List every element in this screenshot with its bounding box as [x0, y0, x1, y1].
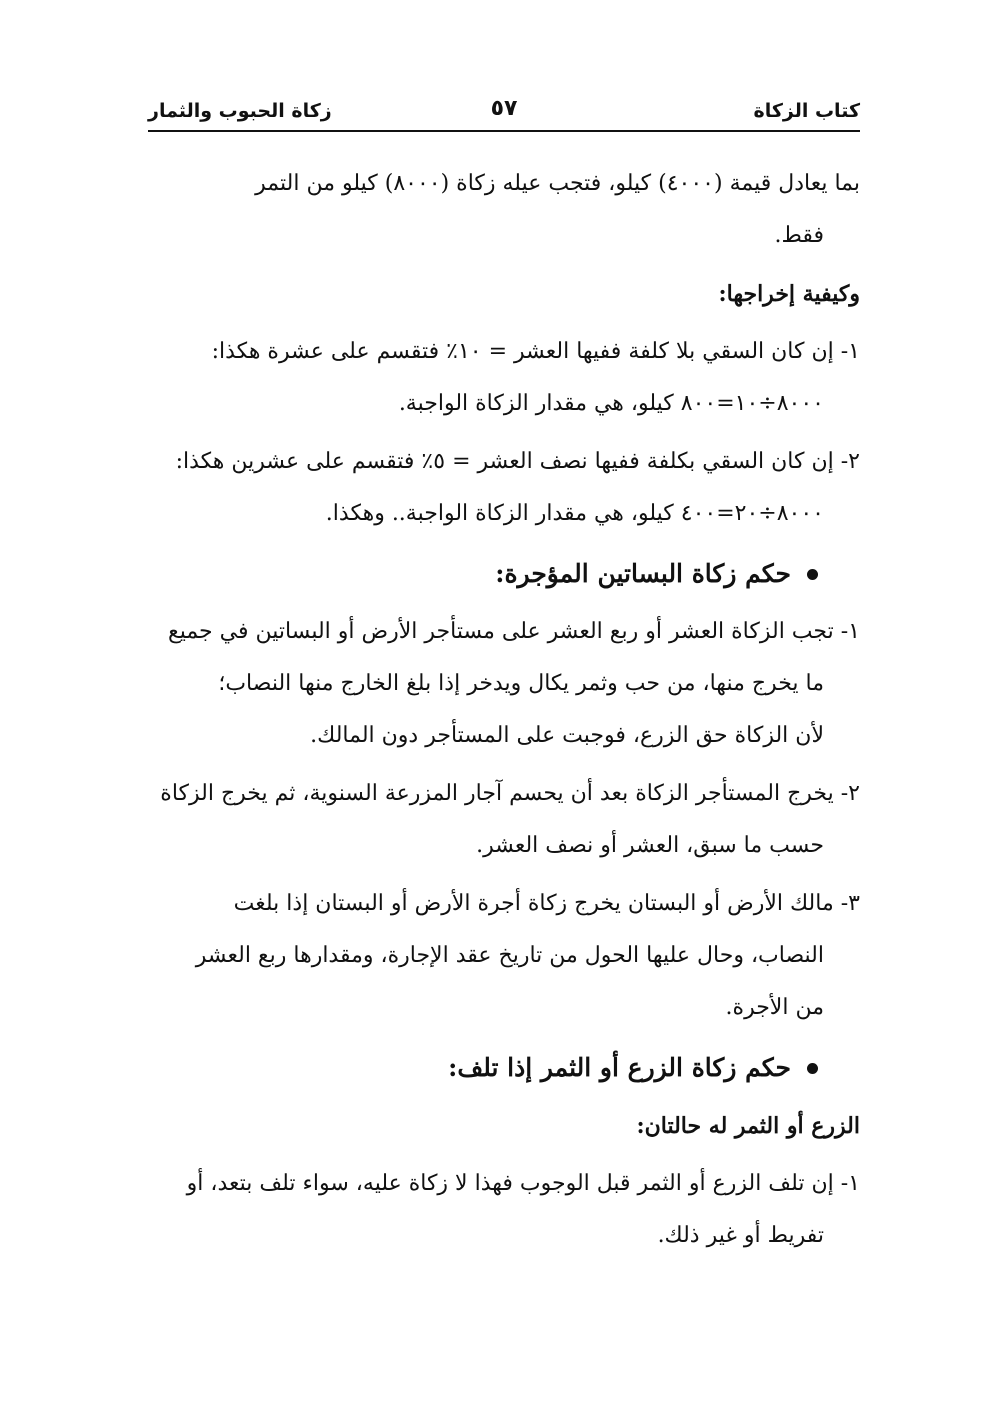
text-line: النصاب، وحال عليها الحول من تاريخ عقد الإجارة، ومقدارها ربع العشر	[195, 943, 824, 968]
running-header	[148, 96, 860, 132]
book-title: كتاب الزكاة	[753, 100, 860, 122]
calc-item-2	[138, 436, 860, 540]
text-line: ١- تجب الزكاة العشر أو ربع العشر على مستأجر الأرض أو البساتين في جميع	[167, 619, 860, 644]
text-line: ٣- مالك الأرض أو البستان يخرج زكاة أجرة الأرض أو البستان إذا بلغت	[233, 891, 860, 916]
rent-item-1	[138, 606, 860, 762]
rent-item-2	[138, 768, 860, 872]
text-line: ١- إن كان السقي بلا كلفة ففيها العشر = ١٠٪ فتقسم على عشرة هكذا:	[211, 339, 860, 364]
text-line: حسب ما سبق، العشر أو نصف العشر.	[476, 833, 824, 858]
page-number: ٥٧	[490, 96, 518, 121]
text-line: ٨٠٠٠÷١٠=٨٠٠ كيلو، هي مقدار الزكاة الواجبة.	[398, 391, 824, 416]
chapter-title: زكاة الحبوب والثمار	[148, 100, 332, 122]
heading-text: حكم زكاة البساتين المؤجرة:	[495, 559, 791, 588]
page-body	[138, 158, 860, 1262]
bullet-icon	[807, 569, 818, 580]
text-line: ما يخرج منها، من حب وثمر يكال ويدخر إذا بلغ الخارج منها النصاب؛	[218, 671, 824, 696]
text-line: ١- إن تلف الزرع أو الثمر قبل الوجوب فهذا لا زكاة عليه، سواء تلف بتعد، أو	[186, 1171, 860, 1196]
text-line: لأن الزكاة حق الزرع، فوجبت على المستأجر دون المالك.	[310, 723, 824, 748]
text-line: ٢- يخرج المستأجر الزكاة بعد أن يحسم آجار المزرعة السنوية، ثم يخرج الزكاة	[160, 781, 860, 806]
text-line: تفريط أو غير ذلك.	[657, 1223, 824, 1248]
loss-item-1	[138, 1158, 860, 1262]
subheading-how-to-pay: وكيفية إخراجها:	[718, 281, 860, 307]
text-line: ٢- إن كان السقي بكلفة ففيها نصف العشر = ٥٪ فتقسم على عشرين هكذا:	[175, 449, 860, 474]
text-line: بما يعادل قيمة (٤٠٠٠) كيلو، فتجب عيله زكاة (٨٠٠٠) كيلو من التمر	[255, 171, 860, 196]
calc-item-1	[138, 326, 860, 430]
heading-text: حكم زكاة الزرع أو الثمر إذا تلف:	[448, 1053, 791, 1082]
subheading-two-cases: الزرع أو الثمر له حالتان:	[636, 1113, 860, 1139]
text-line: فقط.	[774, 223, 824, 248]
text-line: من الأجرة.	[725, 995, 824, 1020]
text-line: ٨٠٠٠÷٢٠=٤٠٠ كيلو، هي مقدار الزكاة الواجبة.. وهكذا.	[325, 501, 824, 526]
bullet-icon	[807, 1063, 818, 1074]
paragraph-intro	[138, 158, 860, 262]
rent-item-3	[138, 878, 860, 1034]
heading-rented-orchards	[138, 548, 860, 600]
heading-crop-loss	[138, 1042, 860, 1094]
